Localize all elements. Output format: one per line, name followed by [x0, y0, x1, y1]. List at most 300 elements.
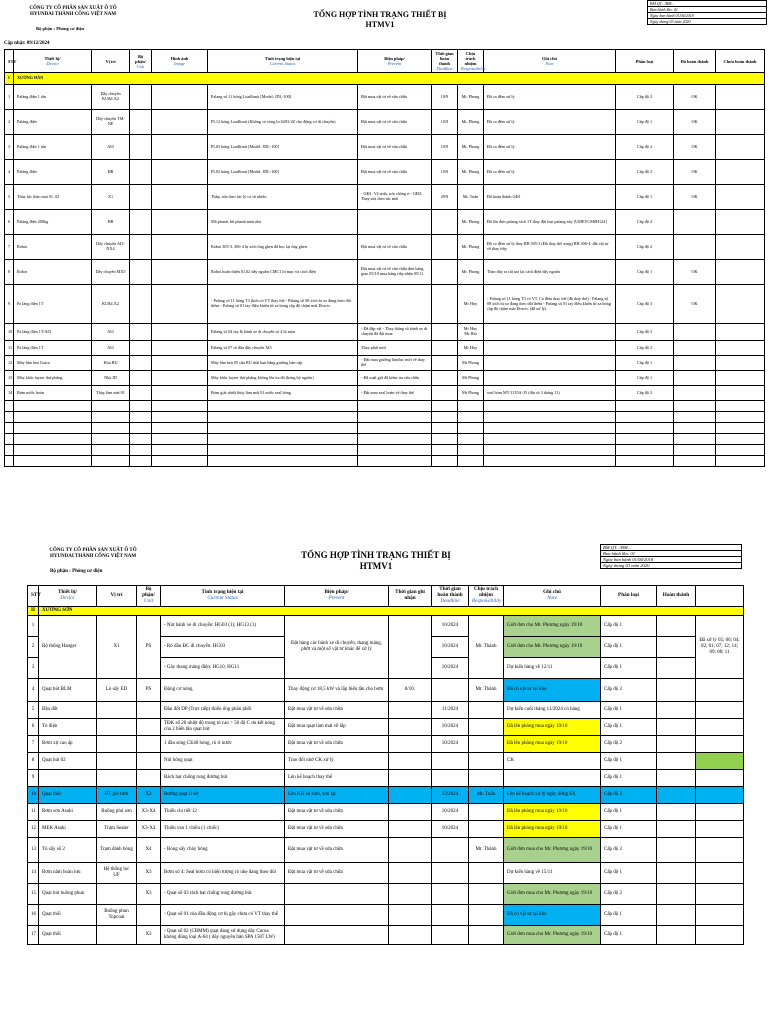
cell-deadline	[432, 769, 469, 786]
cell-responsibility: Mr. Thành	[469, 837, 504, 862]
table-row	[5, 235, 765, 260]
cell-location	[97, 718, 137, 735]
empty-cell	[358, 412, 432, 423]
cell-level: Cấp độ 2	[616, 386, 674, 401]
cell-location: Buồng phủ sơn	[97, 803, 137, 820]
cell-stt: 1	[5, 85, 14, 110]
cell-stt: 2	[5, 110, 14, 135]
cell-deadline	[432, 341, 458, 356]
empty-cell	[14, 401, 92, 412]
cell-stt: 15	[28, 883, 39, 904]
cell-done	[657, 803, 696, 820]
cell-status: Máy hàn ben 05 sửa RU thất bạn bằng giường hàn cặp	[208, 356, 358, 371]
cell-not-done	[716, 386, 765, 401]
header-not-done: Chưa hoàn thành	[716, 50, 765, 73]
cell-unit	[137, 718, 161, 735]
cell-location: HT gió tươi	[97, 786, 137, 803]
cell-recorded-time	[389, 615, 432, 678]
cell-status: TĐK số 20 nhiệt độ trong tủ cao > 50 độ C do kết nóng của 2 biến tần quạt hút	[161, 718, 285, 735]
cell-location: KU&LX2	[92, 285, 130, 324]
cell-deadline: 10/2024	[432, 636, 469, 657]
cell-status: PL03 hỏng Loadlimit [Model: JDL-100]	[208, 135, 358, 160]
cell-level: Cấp độ 3	[616, 324, 674, 341]
cell-location: Dây chuyền KU&LX2	[92, 85, 130, 110]
empty-cell	[674, 412, 716, 423]
cell-measure: Trao đổi nhờ CK xử lý	[285, 752, 389, 769]
cell-extra	[696, 718, 744, 735]
cell-not-done	[716, 260, 765, 285]
cell-stt: 16	[28, 904, 39, 925]
cell-stt: 14	[28, 862, 39, 883]
cell-device: Robot	[14, 235, 92, 260]
cell-device: Thùy lực tháo mat 01, 02	[14, 185, 92, 210]
cell-done	[674, 371, 716, 386]
cell-note: Đã lên phòng mua ngày 19/10	[504, 803, 601, 820]
cell-recorded-time	[389, 883, 432, 904]
cell-measure: - Đặt mua seal hoàn về thay thế	[358, 386, 432, 401]
header-location: Vị trí	[92, 50, 130, 73]
cell-not-done	[716, 324, 765, 341]
document-meta	[647, 0, 767, 25]
cell-level: Cấp độ 2	[616, 85, 674, 110]
cell-responsibility: Mr. Tuấn	[458, 185, 484, 210]
empty-cell	[130, 401, 152, 412]
cell-unit: X3	[137, 786, 161, 803]
cell-done: OK	[674, 110, 716, 135]
cell-note: CK	[504, 752, 601, 769]
cell-device: Pa lăng điện 1T-AI3	[14, 324, 92, 341]
cell-unit	[137, 752, 161, 769]
cell-device: Palăng điện	[14, 160, 92, 185]
empty-row	[5, 423, 765, 434]
table-body-1	[5, 73, 765, 467]
meta-edition: Ban hành lần: 01	[648, 7, 767, 13]
cell-status: - Quạt số 02 (CBMM) quạt đang sử dụng dây Curoa không đúng loại A-64 ( dây nguyên bản SPA 1507 LW)	[161, 925, 285, 944]
cell-deadline: 10/9	[432, 85, 458, 110]
cell-responsibility	[469, 718, 504, 735]
table-row	[5, 85, 765, 110]
cell-status: Động cơ nóng	[161, 678, 285, 701]
cell-location: AI3	[92, 324, 130, 341]
table-row	[28, 678, 744, 701]
empty-cell	[358, 401, 432, 412]
cell-location: Lò sấy ED	[97, 678, 137, 701]
cell-note: Lên kế hoạch xử lý ngày dừng SX	[504, 786, 601, 803]
cell-responsibility: Mr. Tuấn	[469, 786, 504, 803]
cell-note: Đã ca đêm xử lý	[484, 110, 616, 135]
cell-device: Quạt thổi	[39, 786, 97, 803]
cell-stt: 8	[28, 752, 39, 769]
cell-status: Palang số 11 hỏng Loadlimit [Model: JDL-100]	[208, 85, 358, 110]
cell-responsibility: Mr. Phong	[458, 135, 484, 160]
cell-status: - Nút bánh xe di chuyển: HG03 (1); HG13 (1)	[161, 615, 285, 636]
table-row	[28, 786, 744, 803]
cell-not-done	[716, 135, 765, 160]
empty-cell	[674, 423, 716, 434]
cell-done: OK	[674, 85, 716, 110]
cell-extra	[696, 735, 744, 752]
cell-measure: Lên kế hoạch thay thế	[285, 769, 389, 786]
cell-image	[152, 260, 208, 285]
report-sheet-1	[0, 0, 768, 410]
empty-cell	[674, 445, 716, 456]
cell-done	[657, 752, 696, 769]
table-row	[5, 160, 765, 185]
cell-status: 1 đầu súng CE40 hỏng, rò rỉ nước	[161, 735, 285, 752]
cell-device: Pa lăng điện 1T	[14, 285, 92, 324]
cell-stt: 8	[5, 260, 14, 285]
cell-recorded-time	[389, 837, 432, 862]
cell-status: Rách bạt chống rung đường hút	[161, 769, 285, 786]
empty-cell	[458, 423, 484, 434]
cell-location: Khu RU	[92, 356, 130, 371]
table-row	[28, 925, 744, 944]
cell-done: OK	[674, 160, 716, 185]
cell-unit	[130, 235, 152, 260]
cell-image	[152, 110, 208, 135]
cell-level: Cấp độ 1	[601, 904, 657, 925]
header-note: Ghi chú Note	[484, 50, 616, 73]
empty-cell	[14, 434, 92, 445]
table-row	[5, 185, 765, 210]
empty-cell	[616, 445, 674, 456]
empty-cell	[208, 456, 358, 467]
cell-status: - Bóng sấy cháy hỏng	[161, 837, 285, 862]
cell-deadline: 29/9	[432, 185, 458, 210]
empty-cell	[358, 423, 432, 434]
cell-deadline: 10/9	[432, 110, 458, 135]
cell-status: - Quạt số 03 rách bạt chống rung đường hút	[161, 883, 285, 904]
table-row	[5, 356, 765, 371]
empty-cell	[358, 456, 432, 467]
cell-measure: Thay phớt mới	[358, 341, 432, 356]
equipment-table-1	[4, 49, 765, 467]
cell-status: Thiếu chi tiết 12	[161, 803, 285, 820]
cell-image	[152, 386, 208, 401]
cell-image	[152, 160, 208, 185]
table-row	[5, 324, 765, 341]
cell-level: Cấp độ 1	[616, 185, 674, 210]
header-measure: Biện pháp/ Prevent	[285, 586, 389, 607]
cell-unit	[137, 904, 161, 925]
cell-image	[152, 85, 208, 110]
cell-responsibility	[469, 735, 504, 752]
cell-responsibility: Mr. Phong	[458, 235, 484, 260]
cell-level: Cấp độ 1	[601, 615, 657, 636]
cell-unit	[137, 735, 161, 752]
empty-cell	[14, 445, 92, 456]
cell-note: Đã lên phòng mua ngày 19/10	[504, 820, 601, 837]
empty-cell	[130, 434, 152, 445]
empty-cell	[358, 434, 432, 445]
cell-deadline: 10/2024	[432, 657, 469, 678]
cell-deadline: 10/9	[432, 160, 458, 185]
empty-row	[5, 434, 765, 445]
cell-level: Cấp độ 1	[601, 636, 657, 657]
cell-done	[657, 636, 696, 657]
cell-location: AI3	[92, 135, 130, 160]
cell-responsibility	[469, 883, 504, 904]
cell-unit	[130, 160, 152, 185]
cell-measure: Đặt mua vật tư về sửa chữa	[285, 862, 389, 883]
cell-note: Đã ca đêm xử lý	[484, 85, 616, 110]
meta-code: BM.QT.../BM...	[601, 545, 742, 551]
empty-cell	[458, 456, 484, 467]
empty-cell	[5, 434, 14, 445]
cell-extra	[696, 837, 744, 862]
cell-note: Giới đơn mua cho Mr. Phương ngày 19/10	[504, 925, 601, 944]
cell-device: Tủ điện	[39, 718, 97, 735]
cell-device: Quạt hút BLM	[39, 678, 97, 701]
cell-unit: X3	[137, 883, 161, 904]
cell-not-done	[716, 285, 765, 324]
cell-unit	[130, 110, 152, 135]
cell-responsibility: Mr. Phong	[458, 160, 484, 185]
cell-stt: 6	[28, 718, 39, 735]
section-row	[28, 606, 744, 615]
cell-not-done	[716, 341, 765, 356]
empty-cell	[716, 401, 765, 412]
cell-recorded-time	[389, 904, 432, 925]
cell-deadline	[432, 883, 469, 904]
cell-done: OK	[674, 260, 716, 285]
cell-responsibility: Mr Phong	[458, 371, 484, 386]
empty-cell	[92, 401, 130, 412]
cell-deadline	[432, 324, 458, 341]
header-unit: Bộ phận/ Unit	[130, 50, 152, 73]
empty-cell	[674, 456, 716, 467]
cell-done	[674, 356, 716, 371]
cell-status: Palang số 07 rò dầu đấy chuyển AI3	[208, 341, 358, 356]
cell-note	[484, 371, 616, 386]
cell-deadline	[432, 235, 458, 260]
cell-responsibility	[469, 803, 504, 820]
cell-level: Cấp độ 1	[616, 260, 674, 285]
empty-cell	[152, 412, 208, 423]
cell-device: Bầu đốt	[39, 701, 97, 718]
empty-cell	[130, 456, 152, 467]
cell-image	[152, 371, 208, 386]
header-unit: Bộ phận/ Unit	[137, 586, 161, 607]
empty-cell	[484, 456, 616, 467]
header-deadline: Thời gian hoàn thành Deadline	[432, 586, 469, 607]
cell-stt: 9	[5, 285, 14, 324]
cell-level: Cấp độ 2	[616, 135, 674, 160]
cell-measure: Đặt mua vật tư về sửa chữa đơn hàng giao 05/10 mua hàng tiếp nhận 05/11	[358, 260, 432, 285]
header-measure: Biện pháp/ Prevent	[358, 50, 432, 73]
cell-device: Robot	[14, 260, 92, 285]
cell-level: Cấp độ 3	[616, 285, 674, 324]
cell-unit	[130, 260, 152, 285]
cell-level: Cấp độ 1	[616, 356, 674, 371]
cell-responsibility: Mr Huy Mr Hải	[458, 324, 484, 341]
cell-not-done	[716, 185, 765, 210]
cell-device: Bơm xịt cao áp	[39, 735, 97, 752]
cell-note: Thảo dây ra cắt tạo lại cách điện dây nguồn	[484, 260, 616, 285]
cell-deadline	[432, 210, 458, 235]
cell-status: Bơm giải nhiệt thùy làm mát 01 nước seal hỏng	[208, 386, 358, 401]
cell-stt: 6	[5, 210, 14, 235]
empty-cell	[432, 423, 458, 434]
cell-measure	[285, 925, 389, 944]
empty-cell	[432, 434, 458, 445]
cell-location: AI3	[92, 341, 130, 356]
cell-image	[152, 324, 208, 341]
table-row	[5, 210, 765, 235]
header-location: Vị trí	[97, 586, 137, 607]
cell-note: Giới đơn cho Mr. Phương ngày 19/10	[504, 615, 601, 636]
header-stt: STT	[28, 586, 39, 607]
cell-location	[97, 769, 137, 786]
cell-note: Đã lên phòng mua ngày 19/10	[504, 735, 601, 752]
cell-image	[152, 135, 208, 160]
cell-not-done	[716, 356, 765, 371]
cell-unit	[130, 210, 152, 235]
cell-responsibility	[469, 862, 504, 883]
cell-done: OK	[674, 185, 716, 210]
cell-device: Quạt hút 02	[39, 752, 97, 769]
table-row	[28, 837, 744, 862]
cell-note: Đã ca đêm xử lý	[484, 160, 616, 185]
table-body-2	[28, 606, 744, 944]
cell-stt: 7	[28, 735, 39, 752]
cell-location: HR	[92, 210, 130, 235]
cell-stt: 9	[28, 769, 39, 786]
cell-stt: 12	[5, 356, 14, 371]
cell-deadline	[432, 260, 458, 285]
section-row	[5, 73, 765, 85]
cell-device: Bơm nâm hoàn lưu	[39, 862, 97, 883]
cell-location: Dây chuyền MX5	[92, 260, 130, 285]
empty-cell	[152, 423, 208, 434]
cell-responsibility: Mr. Thành	[469, 615, 504, 678]
cell-done	[657, 657, 696, 678]
cell-status: Robot hoàn thiện 01,02 dây nguồn CMC1 bị mục và cách điện	[208, 260, 358, 285]
department-label: Bộ phận : Phòng cơ điện	[36, 26, 85, 31]
cell-device: Quạt hút buồng phun	[39, 883, 97, 904]
cell-done	[674, 341, 716, 356]
meta-edition: Ban hành lần: 01	[601, 551, 742, 557]
empty-cell	[5, 423, 14, 434]
cell-deadline: 10/2024	[432, 803, 469, 820]
cell-measure: - Đã đặp vật - Thay thắng số bánh xe di chuyển đã đặt mua	[358, 324, 432, 341]
cell-responsibility	[469, 925, 504, 944]
empty-cell	[716, 445, 765, 456]
meta-issue-date: Ngày ban hành 01/04/2018	[601, 557, 742, 563]
cell-level: Cấp độ 2	[601, 786, 657, 803]
table-row	[28, 735, 744, 752]
cell-location: Trạm đánh bóng	[97, 837, 137, 862]
cell-level: Cấp độ 2	[616, 210, 674, 235]
empty-cell	[616, 423, 674, 434]
cell-measure: Đặt mua quạt làm mát về lắp	[285, 718, 389, 735]
cell-unit	[130, 135, 152, 160]
cell-level: Cấp độ 1	[601, 820, 657, 837]
empty-cell	[484, 434, 616, 445]
cell-level: Cấp độ 1	[601, 752, 657, 769]
cell-location: HR	[92, 160, 130, 185]
cell-stt: 12	[28, 820, 39, 837]
cell-done	[657, 883, 696, 904]
header-status: Tình trạng hiện tại Current Status	[161, 586, 285, 607]
cell-measure: - Đặt mua giường hàn/lục mới về thay thế	[358, 356, 432, 371]
cell-note: Đã hoàn thành GĐ1	[484, 185, 616, 210]
cell-measure: Lên KH vệ sinh, sơn lại	[285, 786, 389, 803]
table-header	[5, 50, 765, 73]
cell-note: Đã ca đêm xử lý thay RB 305-3 (Đã thay thế xong) RB 306-4: đặt vật tư về thay tiếp	[484, 235, 616, 260]
cell-measure: - Đã xuất giờ đã kiểm tra sửa chữa	[358, 371, 432, 386]
cell-deadline	[432, 752, 469, 769]
empty-cell	[716, 412, 765, 423]
cell-note	[484, 356, 616, 371]
cell-measure: Đặt mua vật tư về sửa chữa	[285, 735, 389, 752]
cell-stt: 10	[5, 324, 14, 341]
cell-status: Palang số 04 tay & bánh xe di chuyển số 4 bị mòn	[208, 324, 358, 341]
cell-responsibility: Mr Huy	[458, 285, 484, 324]
cell-done	[657, 718, 696, 735]
cell-not-done	[716, 371, 765, 386]
cell-done	[657, 769, 696, 786]
cell-device: Palăng điện	[14, 110, 92, 135]
cell-responsibility: Mr Phong	[458, 386, 484, 401]
cell-responsibility	[469, 820, 504, 837]
table-row	[28, 883, 744, 904]
empty-cell	[458, 401, 484, 412]
cell-recorded-time	[389, 786, 432, 803]
section-title: XƯỞNG HÀN	[14, 73, 765, 85]
cell-device: Palăng điện 200kg	[14, 210, 92, 235]
cell-stt: 10	[28, 786, 39, 803]
table-row	[5, 285, 765, 324]
cell-image	[152, 285, 208, 324]
cell-unit	[130, 371, 152, 386]
cell-unit: X3	[137, 925, 161, 944]
empty-cell	[208, 445, 358, 456]
cell-extra	[696, 803, 744, 820]
cell-deadline: 10/2024	[432, 615, 469, 636]
cell-done	[657, 862, 696, 883]
cell-stt: 1	[28, 615, 39, 636]
empty-cell	[674, 401, 716, 412]
cell-unit	[130, 85, 152, 110]
cell-measure: Đặt mua vật tư về sửa chữa	[358, 160, 432, 185]
cell-device	[39, 769, 97, 786]
cell-stt: 13	[5, 371, 14, 386]
header-image: Hình ảnh Image	[152, 50, 208, 73]
cell-responsibility: Mr Huy	[458, 341, 484, 356]
cell-done	[657, 735, 696, 752]
cell-done	[674, 235, 716, 260]
cell-stt: 3	[28, 657, 39, 678]
cell-location	[97, 752, 137, 769]
table-row	[28, 904, 744, 925]
cell-status: Mã phanh, bít phanh mòn nhẹ	[208, 210, 358, 235]
cell-unit	[130, 324, 152, 341]
cell-deadline	[432, 285, 458, 324]
empty-cell	[92, 423, 130, 434]
company-name	[28, 548, 158, 561]
cell-deadline: 12/2024	[432, 786, 469, 803]
cell-note: Đã lên đơn palang xích 1T thay đặt loại palang xày [UMEYCM0H124]	[484, 210, 616, 235]
table-row	[28, 820, 744, 837]
cell-measure: Đặt mua vật tư về sửa chữa	[285, 701, 389, 718]
cell-note: Đã có vật tư tại kho	[504, 904, 601, 925]
cell-location: Thùy làm mát 01	[92, 386, 130, 401]
cell-unit	[130, 185, 152, 210]
company-line-2: HYUNDAI THÀNH CÔNG VIỆT NAM	[29, 12, 117, 18]
cell-unit: X3-X4	[137, 820, 161, 837]
empty-cell	[5, 401, 14, 412]
